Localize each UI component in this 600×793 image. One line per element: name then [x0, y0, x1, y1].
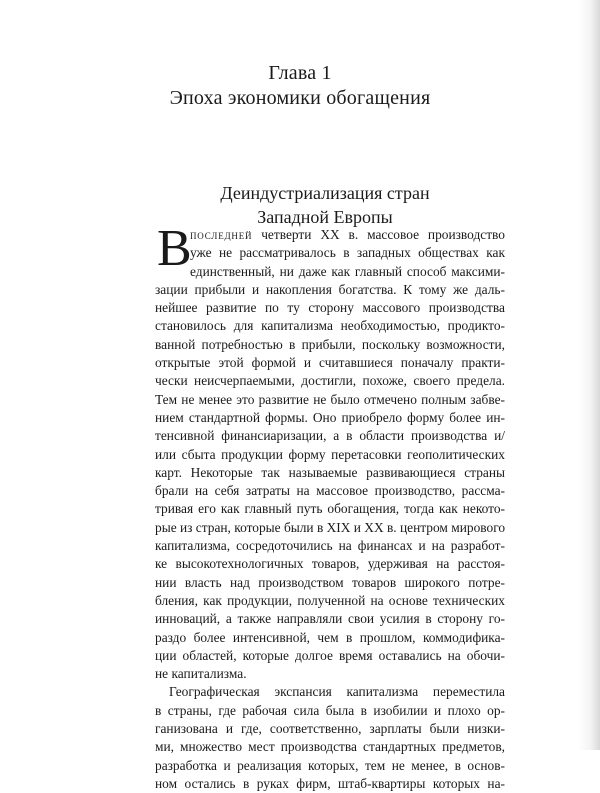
text-line: ции областей, которые долгое время оставались на обочи- [155, 647, 505, 663]
text-line: Тем не менее это развитие не было отмечено полным забве- [155, 391, 505, 407]
text-line: уже не рассматривалось в западных обществах как [190, 245, 505, 261]
section-heading [160, 181, 490, 229]
text-line: карт. Некоторые так называемые развивающиеся страны [155, 464, 505, 480]
text-line: или сбыта продукции форму перетасовки геополитических [155, 446, 505, 462]
text-line: не капитализма. [155, 666, 247, 682]
text-line: открытые этой формой и считавшиеся поначалу практи- [155, 355, 505, 371]
text-line: тривая его как главный путь обогащения, тогда как некото- [155, 501, 505, 517]
text-line: инноваций, а также направляли свои усилия в сторону го- [155, 611, 505, 627]
text-line: нии власть над производством товаров широкого потре- [155, 574, 505, 590]
text-line: брали на себя затраты на массовое производство, рассма- [155, 483, 505, 499]
text-line: Географическая экспансия капитализма переместила [169, 684, 505, 700]
text-line: разработка и реализация которых, тем не менее, в основ- [155, 757, 505, 773]
text-line: нием стандартной формы. Оно приобрело форму более ин- [155, 409, 505, 425]
text-line: в страны, где рабочая сила была в изобилии и плохо ор- [155, 702, 505, 718]
text-line: единственный, ни даже как главный способ максими- [190, 263, 505, 279]
scan-shadow-edge [578, 0, 600, 750]
section-heading-line-1: Деиндустриализация стран [220, 183, 430, 203]
first-word: последней [190, 227, 253, 242]
text-line: ганизована и где, соответственно, зарплаты были низки- [155, 721, 505, 737]
text-line: раздо более интенсивной, чем в прошлом, коммодифика- [155, 629, 505, 645]
text-line: капитализма, сосредоточились на финансах и на разработ- [155, 538, 505, 554]
text-line: бления, как продукции, полученной на основе технических [155, 592, 505, 608]
chapter-title: Эпоха экономики обогащения [169, 87, 431, 109]
drop-cap: В [157, 220, 192, 277]
body-text [155, 226, 505, 793]
text-line: ном остались в руках фирм, штаб-квартиры которых на- [155, 775, 505, 791]
text-line: нейшее развитие по ту сторону массового производства [155, 300, 505, 316]
text-line: зации прибыли и накопления богатства. К тому же даль- [155, 281, 505, 297]
section-heading-line-2: Западной Европы [257, 207, 393, 227]
text-line: ванной потребностью в прибыли, поскольку возможности, [155, 336, 505, 352]
text-line: ми, множество мест производства стандартных предметов, [155, 739, 505, 755]
text-line: становилось для капитализма необходимостью, продикто- [155, 318, 505, 334]
text-line: последней четверти XX в. массовое производство [190, 227, 505, 242]
text-line: тенсивной финансиаризации, а в области производства и/ [155, 428, 505, 444]
text-line: чески неисчерпаемыми, достигли, похоже, своего предела. [155, 373, 505, 389]
text-line: рые из стран, которые были в XIX и XX в. центром мирового [155, 519, 506, 535]
chapter-number: Глава 1 [268, 62, 332, 84]
text-line: ке высокотехнологичных товаров, удерживая на расстоя- [155, 556, 505, 572]
